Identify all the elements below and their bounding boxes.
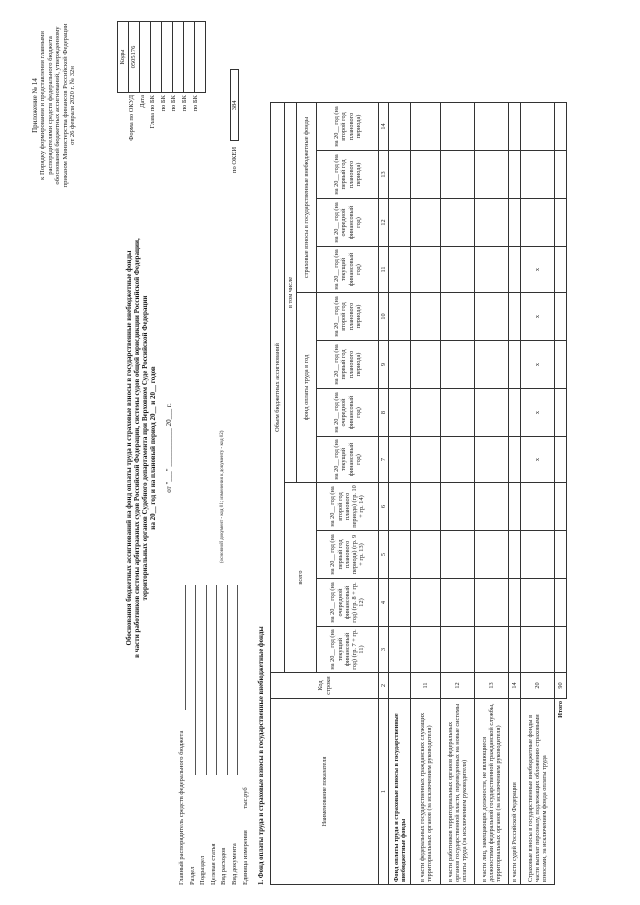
code-label: по БК <box>191 95 199 112</box>
header-name: Наименование показателя <box>271 699 379 885</box>
header-ins-col: на 20__ год (на первый год планового периода) <box>317 151 379 199</box>
appendix-line: обоснований бюджетных ассигнований, утвержденному <box>54 26 62 185</box>
row-name: в части судей Российской Федерации <box>509 699 521 885</box>
header-fot-col: на 20__ год (на второй год планового периода) <box>317 293 379 341</box>
row-name: Фонд оплаты труда и страховые взносы в государственные внебюджетные фонды <box>389 699 411 885</box>
value-cell <box>441 579 475 627</box>
column-number: 13 <box>379 151 389 199</box>
value-cell <box>389 389 411 437</box>
value-cell <box>411 341 441 389</box>
main-table <box>270 102 567 885</box>
value-cell: x <box>521 247 555 293</box>
value-cell <box>509 437 521 483</box>
value-cell <box>389 531 411 579</box>
value-cell <box>441 103 475 151</box>
code-cell <box>184 22 195 93</box>
info-row <box>207 585 218 885</box>
header-fot-col: на 20__ год (на очередной финансовый год) <box>317 389 379 437</box>
value-cell <box>475 579 509 627</box>
info-label: Вид документа <box>230 843 238 885</box>
value-cell <box>509 579 521 627</box>
row-name: в части федеральных государственных гражданских служащих территориальных органов (за исключением руководителя) <box>411 699 441 885</box>
value-cell <box>555 341 567 389</box>
code-label: по БК <box>170 95 178 112</box>
value-cell <box>389 293 411 341</box>
column-number: 6 <box>379 483 389 531</box>
period-date: от "___" ___________ 20___ г. <box>165 403 173 493</box>
table-row <box>441 103 475 885</box>
appendix-line: распорядителями средств федерального бюджета <box>46 36 54 175</box>
value-cell: x <box>521 341 555 389</box>
value-cell <box>441 247 475 293</box>
document-title <box>125 213 157 683</box>
info-label: Подраздел <box>199 855 207 885</box>
value-cell <box>555 293 567 341</box>
codes-header: Коды <box>118 22 129 93</box>
value-cell <box>411 579 441 627</box>
fill-line <box>229 585 238 775</box>
unit-value: тыс.руб <box>242 787 249 809</box>
info-label: Целевая статья <box>209 843 217 885</box>
code-label: по БК <box>159 95 167 112</box>
info-block <box>175 585 238 885</box>
value-cell <box>475 389 509 437</box>
value-cell: x <box>521 437 555 483</box>
value-cell <box>509 483 521 531</box>
value-cell <box>475 483 509 531</box>
code-label: Дата <box>138 95 146 108</box>
value-cell <box>475 199 509 247</box>
value-cell <box>411 293 441 341</box>
value-cell <box>509 627 521 673</box>
unit-label: Единица измерения <box>242 830 249 885</box>
value-cell: x <box>521 293 555 341</box>
value-cell <box>389 199 411 247</box>
value-cell <box>521 579 555 627</box>
value-cell <box>509 103 521 151</box>
value-cell <box>389 341 411 389</box>
info-row <box>186 585 197 885</box>
header-fot-col: на 20__ год (на текущий финансовый год) <box>317 437 379 483</box>
value-cell <box>555 579 567 627</box>
code-labels <box>128 95 202 173</box>
value-cell <box>411 627 441 673</box>
value-cell <box>475 437 509 483</box>
column-number: 7 <box>379 437 389 483</box>
value-cell <box>475 627 509 673</box>
value-cell <box>411 247 441 293</box>
value-cell <box>509 531 521 579</box>
code-label: по БК <box>180 95 188 112</box>
value-cell <box>411 531 441 579</box>
table-row <box>411 103 441 885</box>
title-line: территориальных органов Судебного департамента при Верховном Суде Российской Федерации <box>141 295 150 601</box>
document-page <box>25 13 615 893</box>
column-number: 1 <box>379 699 389 885</box>
value-cell <box>521 627 555 673</box>
column-number: 11 <box>379 247 389 293</box>
value-cell <box>411 437 441 483</box>
title-line: на 20__ год и на плановый период 20__ и 20__ годов <box>149 366 158 530</box>
value-cell <box>509 151 521 199</box>
value-cell <box>441 341 475 389</box>
section-title: 1. Фонд оплаты труда и страховые взносы в государственные внебюджетные фонды <box>258 626 265 885</box>
header-ins-col: на 20__ год (на текущий финансовый год) <box>317 247 379 293</box>
value-cell <box>441 389 475 437</box>
value-cell <box>555 247 567 293</box>
table-row <box>521 103 555 885</box>
value-cell <box>475 247 509 293</box>
row-code: 90 <box>555 673 567 699</box>
header-total-col: на 20__ год (на очередной финансовый год) (гр. 8 + гр. 12) <box>317 579 379 627</box>
table-row <box>389 103 411 885</box>
value-cell <box>411 103 441 151</box>
header-fot: фонд оплаты труда в год <box>297 293 317 483</box>
info-row <box>175 585 186 885</box>
value-cell <box>475 151 509 199</box>
value-cell <box>509 293 521 341</box>
okei-row <box>230 23 239 173</box>
code-label: Глава по БК <box>149 95 157 129</box>
fill-line <box>208 585 217 775</box>
row-code: 14 <box>509 673 521 699</box>
column-number: 9 <box>379 341 389 389</box>
okei-label: по ОКЕИ <box>231 146 238 173</box>
row-code: 20 <box>521 673 555 699</box>
code-label: Форма по ОКУД <box>128 95 135 141</box>
value-cell <box>441 199 475 247</box>
fill-line <box>177 585 186 710</box>
info-row <box>228 585 239 885</box>
row-name: в части работников территориальных органов федеральных органов государственной власти, переведенных на новые системы оплаты труда (за исключением руководителя) <box>441 699 475 885</box>
value-cell <box>475 103 509 151</box>
value-cell <box>441 627 475 673</box>
code-cell <box>140 22 151 93</box>
value-cell <box>411 151 441 199</box>
value-cell <box>521 531 555 579</box>
value-cell <box>411 199 441 247</box>
header-fot-col: на 20__ год (на первый год планового периода) <box>317 341 379 389</box>
value-cell <box>509 199 521 247</box>
column-number: 5 <box>379 531 389 579</box>
code-cell <box>162 22 173 93</box>
fill-line <box>187 585 196 775</box>
value-cell <box>441 531 475 579</box>
column-number: 3 <box>379 627 389 673</box>
value-cell <box>521 151 555 199</box>
column-number: 2 <box>379 673 389 699</box>
value-cell <box>475 293 509 341</box>
info-row <box>217 585 228 885</box>
value-cell <box>555 151 567 199</box>
okud-code: 0505176 <box>129 22 140 93</box>
header-code: Код строки <box>271 673 379 699</box>
value-cell <box>389 247 411 293</box>
row-code: 11 <box>411 673 441 699</box>
info-label: Главный распорядитель средств федерального бюджета <box>178 730 186 885</box>
header-total-col: на 20__ год (на первый год планового периода) (гр. 9 + гр. 13) <box>317 531 379 579</box>
value-cell <box>475 531 509 579</box>
value-cell <box>521 103 555 151</box>
table-row <box>509 103 521 885</box>
fill-line <box>198 585 207 775</box>
info-row <box>196 585 207 885</box>
value-cell <box>441 483 475 531</box>
column-number: 10 <box>379 293 389 341</box>
document-kind-note: (основной документ - код 01; изменения к документу - код 02) <box>220 430 225 563</box>
row-name: в части лиц, замещающих должности, не являющиеся должностями федеральной государственной гражданской службы, территориальных органов (за исключением руководителя) <box>475 699 509 885</box>
value-cell <box>441 151 475 199</box>
value-cell <box>411 483 441 531</box>
value-cell <box>475 341 509 389</box>
column-number: 14 <box>379 103 389 151</box>
appendix-line: приказом Министерства финансов Российской Федерации <box>61 23 69 188</box>
fill-line <box>219 585 228 775</box>
column-number-row <box>379 103 389 885</box>
appendix-line: к Порядку формирования и представления главными <box>39 31 47 180</box>
title-line: Обоснования бюджетных ассигнований на фонд оплаты труда и страховые взносы в государственные внебюджетные фонды <box>125 250 133 646</box>
info-label: Раздел <box>188 866 196 885</box>
value-cell: x <box>521 389 555 437</box>
value-cell <box>555 199 567 247</box>
value-cell <box>389 103 411 151</box>
row-code: 12 <box>441 673 475 699</box>
header-including: в том числе <box>285 103 297 483</box>
value-cell <box>441 293 475 341</box>
row-name: Итого <box>557 701 565 718</box>
title-line: в части работников системы арбитражных судов Российской Федерации, системы судов общей юрисдикции Российской Федерации, <box>133 238 142 658</box>
value-cell <box>389 151 411 199</box>
okei-code: 384 <box>230 69 239 141</box>
column-number: 12 <box>379 199 389 247</box>
value-cell <box>521 199 555 247</box>
value-cell <box>555 531 567 579</box>
header-total: всего <box>285 483 317 673</box>
value-cell <box>509 247 521 293</box>
appendix-block <box>31 18 77 193</box>
appendix-number: Приложение № 14 <box>31 78 39 133</box>
value-cell <box>389 437 411 483</box>
header-total-col: на 20__ год (на текущий финансовый год) (гр. 7 + гр. 11) <box>317 627 379 673</box>
unit-row <box>242 787 249 885</box>
row-code <box>389 673 411 699</box>
code-cell <box>173 22 184 93</box>
header-ins-col: на 20__ год (на второй год планового периода) <box>317 103 379 151</box>
value-cell <box>509 389 521 437</box>
code-cell <box>195 22 206 93</box>
table-body <box>389 103 567 885</box>
column-number: 8 <box>379 389 389 437</box>
value-cell <box>389 483 411 531</box>
value-cell <box>509 341 521 389</box>
column-number: 4 <box>379 579 389 627</box>
value-cell <box>555 437 567 483</box>
header-ins-col: на 20__ год (на очередной финансовый год) <box>317 199 379 247</box>
row-code: 13 <box>475 673 509 699</box>
appendix-line: от 26 февраля 2020 г. № 32н <box>69 66 77 145</box>
value-cell <box>521 483 555 531</box>
code-cell <box>151 22 162 93</box>
value-cell <box>555 627 567 673</box>
header-insurance: страховые взносы в государственные внебюджетные фонды <box>297 103 317 293</box>
value-cell <box>555 103 567 151</box>
value-cell <box>411 389 441 437</box>
codes-table <box>117 21 206 93</box>
header-volume: Объем бюджетных ассигнований <box>271 103 285 673</box>
value-cell <box>555 483 567 531</box>
info-label: Вид расходов <box>220 847 228 885</box>
value-cell <box>389 579 411 627</box>
table-row <box>475 103 509 885</box>
value-cell <box>555 389 567 437</box>
value-cell <box>389 627 411 673</box>
table-row <box>555 103 567 885</box>
row-name: Страховые взносы в государственные внебюджетные фонды в части выплат персоналу, подлежащих обложению страховыми взносами, за исключением фонда оплаты труда <box>521 699 555 885</box>
header-total-col: на 20__ год (на второй год планового периода) (гр. 10 + гр. 14) <box>317 483 379 531</box>
value-cell <box>441 437 475 483</box>
